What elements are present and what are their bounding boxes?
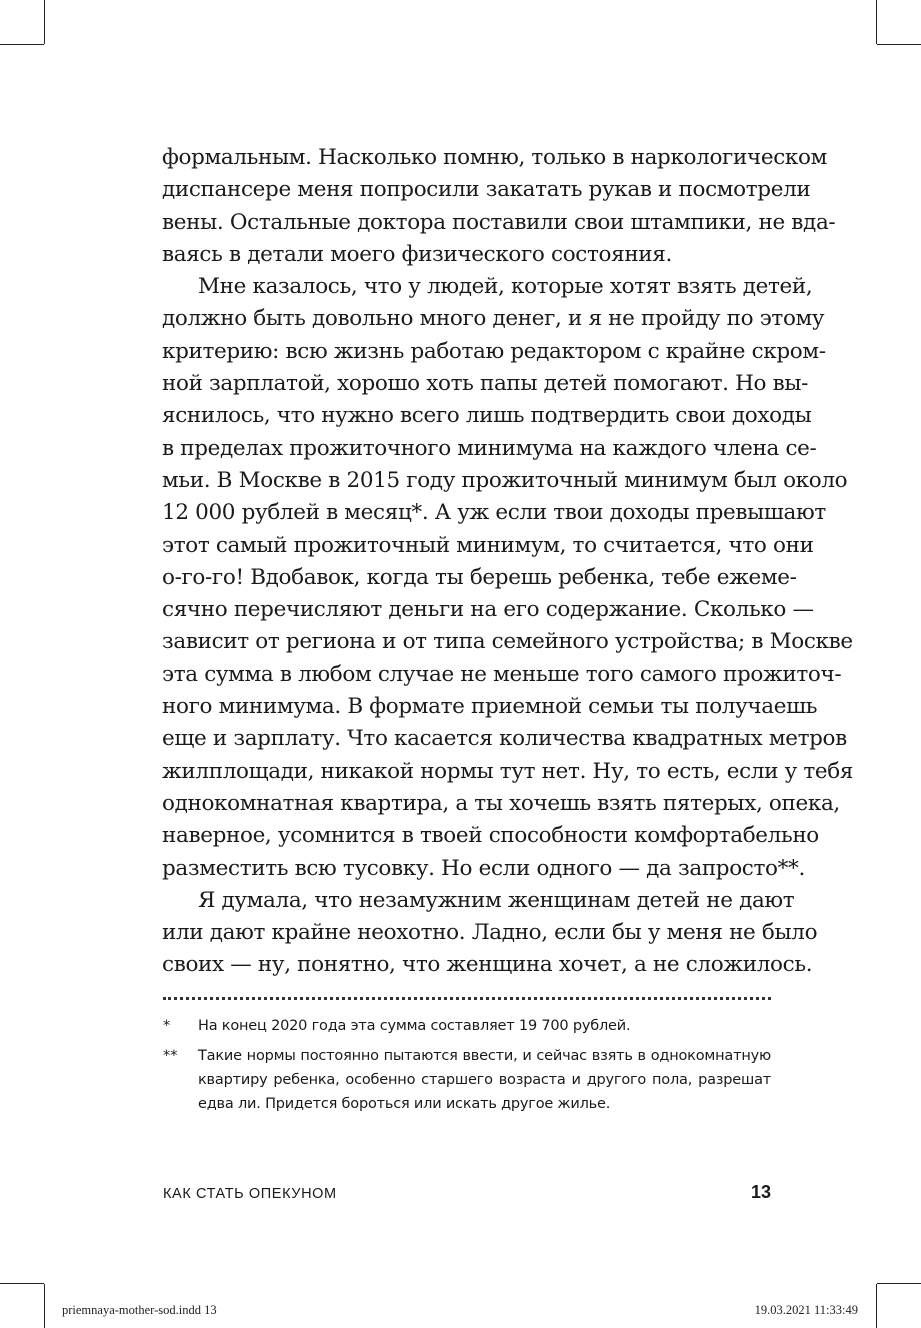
text-line: еще и зарплату. Что касается количества квадратных метров xyxy=(162,726,847,752)
crop-mark-top-left-vertical xyxy=(44,0,45,44)
crop-mark-top-right-vertical xyxy=(876,0,877,44)
paragraph xyxy=(162,142,836,271)
text-line: 12 000 рублей в месяц*. А уж если твои доходы превышают xyxy=(162,500,826,526)
running-head: КАК СТАТЬ ОПЕКУНОМ xyxy=(163,1186,337,1202)
text-line: сячно перечисляют деньги на его содержание. Сколько — xyxy=(162,597,814,623)
text-line: эта сумма в любом случае не меньше того самого прожиточ- xyxy=(162,661,842,687)
text-line: в пределах прожиточного минимума на каждого члена се- xyxy=(162,435,817,461)
text-line: критерию: всю жизнь работаю редактором с крайне скром- xyxy=(162,338,826,364)
footnote-mark: * xyxy=(163,1018,171,1034)
text-line: ного минимума. В формате приемной семьи ты получаешь xyxy=(162,694,818,720)
crop-mark-bottom-left-vertical xyxy=(44,1284,45,1328)
footnote-line: Такие нормы постоянно пытаются ввести, и сейчас взять в однокомнатную xyxy=(198,1048,771,1064)
text-line: разместить всю тусовку. Но если одного — да запросто**. xyxy=(162,855,805,881)
footnote xyxy=(163,1044,771,1116)
footnote xyxy=(163,1014,771,1038)
footnotes xyxy=(163,1014,771,1122)
footnote-separator xyxy=(163,997,771,1000)
text-line: Мне казалось, что у людей, которые хотят взять детей, xyxy=(198,274,813,300)
footnote-mark: ** xyxy=(163,1048,178,1064)
footnote-line: квартиру ребенка, особенно старшего возраста и другого пола, разрешат xyxy=(198,1072,771,1088)
crop-mark-bottom-right-horizontal xyxy=(877,1283,921,1284)
crop-mark-top-left-horizontal xyxy=(0,44,44,45)
text-line: своих — ну, понятно, что женщина хочет, а не сложилось. xyxy=(162,952,813,978)
crop-mark-bottom-left-horizontal xyxy=(0,1283,44,1284)
text-line: однокомнатная квартира, а ты хочешь взять пятерых, опека, xyxy=(162,790,840,816)
text-line: ной зарплатой, хорошо хоть папы детей помогают. Но вы- xyxy=(162,371,809,397)
crop-mark-bottom-right-vertical xyxy=(876,1284,877,1328)
paragraph xyxy=(162,271,854,885)
text-line: или дают крайне неохотно. Ладно, если бы у меня не было xyxy=(162,920,818,946)
text-line: диспансере меня попросили закатать рукав и посмотрели xyxy=(162,177,811,203)
text-line: наверное, усомнится в твоей способности комфортабельно xyxy=(162,823,819,849)
text-line: о-го-го! Вдобавок, когда ты берешь ребенка, тебе ежеме- xyxy=(162,564,797,590)
text-line: формальным. Насколько помню, только в наркологическом xyxy=(162,145,827,170)
footnote-line: едва ли. Придется бороться или искать другое жилье. xyxy=(198,1096,611,1112)
footnote-line: На конец 2020 года эта сумма составляет 19 700 рублей. xyxy=(198,1018,631,1034)
text-line: жилплощади, никакой нормы тут нет. Ну, то есть, если у тебя xyxy=(162,758,854,784)
text-line: должно быть довольно много денег, и я не пройду по этому xyxy=(162,306,825,332)
crop-mark-top-right-horizontal xyxy=(877,44,921,45)
paragraph xyxy=(162,885,818,982)
text-line: зависит от региона и от типа семейного устройства; в Москве xyxy=(162,629,853,655)
body-text xyxy=(162,142,854,982)
text-line: мьи. В Москве в 2015 году прожиточный минимум был около xyxy=(162,467,848,493)
text-line: яснилось, что нужно всего лишь подтвердить свои доходы xyxy=(162,403,812,429)
text-line: вены. Остальные доктора поставили свои штампики, не вда- xyxy=(162,209,836,235)
page-number: 13 xyxy=(750,1182,771,1202)
text-line: этот самый прожиточный минимум, то считается, что они xyxy=(162,532,814,558)
text-line: Я думала, что незамужним женщинам детей не дают xyxy=(198,887,795,913)
slug-file-name: priemnaya-mother-sod.indd 13 xyxy=(62,1303,217,1317)
slug-timestamp: 19.03.2021 11:33:49 xyxy=(754,1303,858,1317)
text-line: ваясь в детали моего физического состояния. xyxy=(162,241,672,267)
